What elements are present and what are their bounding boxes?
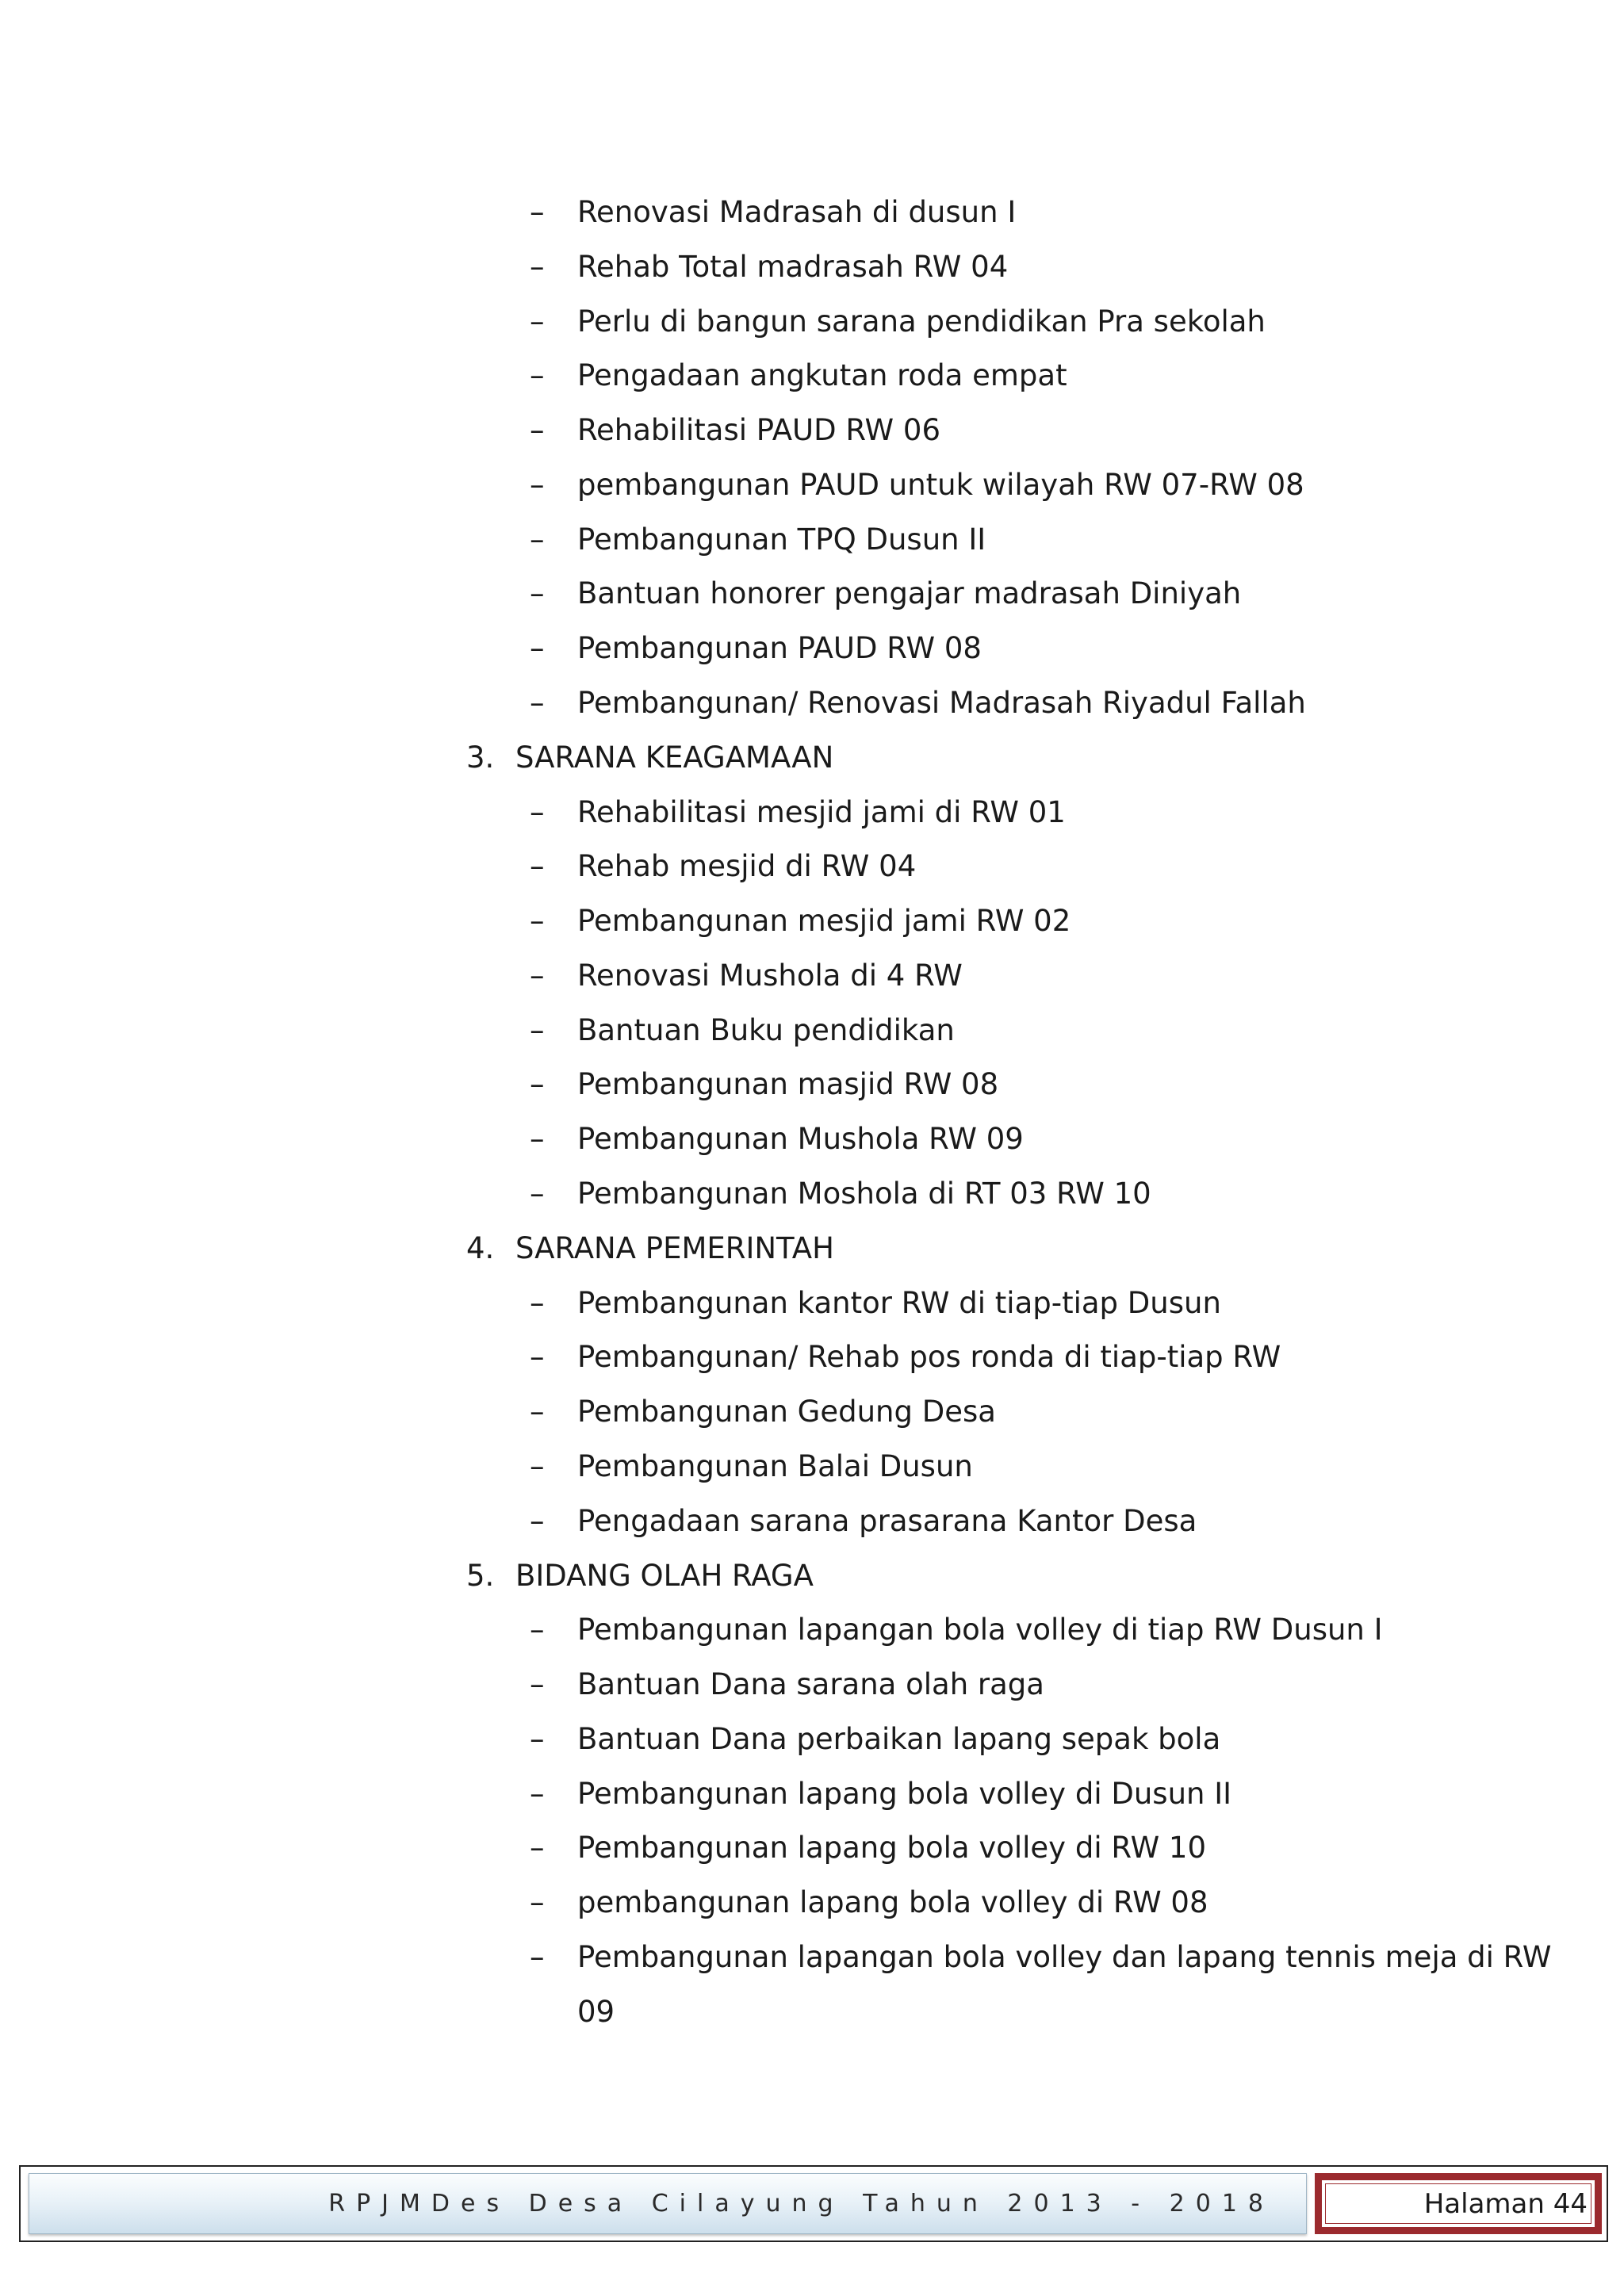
list-item-text: Bantuan Dana perbaikan lapang sepak bola	[577, 1721, 1221, 1756]
list-item-text: Renovasi Mushola di 4 RW	[577, 958, 963, 993]
bullet-dash: –	[530, 1448, 545, 1483]
page-number: Halaman 44	[1423, 2187, 1588, 2220]
footer-title-bar	[29, 2173, 1307, 2234]
list-item-text: Pembangunan/ Renovasi Madrasah Riyadul Fallah	[577, 686, 1306, 721]
bullet-dash: –	[530, 794, 545, 829]
list-item-text: Renovasi Madrasah di dusun I	[577, 195, 1017, 229]
list-item-text: Pembangunan Moshola di RT 03 RW 10	[577, 1177, 1151, 1211]
list-item-text: Rehabilitasi PAUD RW 06	[577, 413, 940, 448]
list-item-text: Pengadaan angkutan roda empat	[577, 358, 1067, 393]
bullet-dash: –	[530, 1067, 545, 1102]
list-item-text: Pembangunan lapang bola volley di Dusun II	[577, 1776, 1232, 1811]
bullet-dash: –	[530, 1340, 545, 1375]
list-item-text: 09	[577, 1994, 615, 2029]
bullet-dash: –	[530, 1939, 545, 1974]
list-item-text: Pembangunan masjid RW 08	[577, 1067, 999, 1102]
bullet-dash: –	[530, 1667, 545, 1702]
bullet-dash: –	[530, 413, 545, 448]
bullet-dash: –	[530, 358, 545, 393]
list-item-text: Rehabilitasi mesjid jami di RW 01	[577, 794, 1066, 829]
bullet-dash: –	[530, 1503, 545, 1538]
list-item-text: pembangunan lapang bola volley di RW 08	[577, 1885, 1208, 1920]
bullet-dash: –	[530, 1776, 545, 1811]
bullet-dash: –	[530, 958, 545, 993]
list-item-text: pembangunan PAUD untuk wilayah RW 07-RW 08	[577, 467, 1304, 502]
list-item-text: Pembangunan kantor RW di tiap-tiap Dusun	[577, 1285, 1221, 1320]
list-item-text: Rehab mesjid di RW 04	[577, 849, 917, 884]
bullet-dash: –	[530, 1012, 545, 1047]
section-number: 5.	[466, 1558, 495, 1593]
section-number: 4.	[466, 1230, 495, 1265]
list-item-text: Pembangunan Gedung Desa	[577, 1395, 996, 1429]
bullet-dash: –	[530, 195, 545, 229]
bullet-dash: –	[530, 522, 545, 557]
bullet-dash: –	[530, 849, 545, 884]
list-item-text: Bantuan Dana sarana olah raga	[577, 1667, 1044, 1702]
bullet-dash: –	[530, 467, 545, 502]
bullet-dash: –	[530, 1613, 545, 1647]
bullet-dash: –	[530, 1285, 545, 1320]
bullet-dash: –	[530, 1721, 545, 1756]
bullet-dash: –	[530, 1885, 545, 1920]
footer-document-title: RPJMDes Desa Cilayung Tahun 2013 - 2018	[328, 2190, 1274, 2218]
list-item-text: Pembangunan PAUD RW 08	[577, 631, 982, 666]
bullet-dash: –	[530, 1395, 545, 1429]
bullet-dash: –	[530, 576, 545, 611]
bullet-dash: –	[530, 631, 545, 666]
bullet-dash: –	[530, 1831, 545, 1866]
list-item-text: Pembangunan lapangan bola volley di tiap RW Dusun I	[577, 1613, 1383, 1647]
page-number-box	[1315, 2173, 1602, 2234]
list-item-text: Pengadaan sarana prasarana Kantor Desa	[577, 1503, 1197, 1538]
list-item-text: Pembangunan lapangan bola volley dan lapang tennis meja di RW	[577, 1939, 1552, 1974]
list-item-text: Rehab Total madrasah RW 04	[577, 249, 1009, 284]
bullet-dash: –	[530, 249, 545, 284]
list-item-text: Pembangunan Mushola RW 09	[577, 1122, 1024, 1157]
bullet-dash: –	[530, 904, 545, 939]
list-item-text: Pembangunan/ Rehab pos ronda di tiap-tiap RW	[577, 1340, 1281, 1375]
list-item-text: Pembangunan mesjid jami RW 02	[577, 904, 1071, 939]
bullet-dash: –	[530, 304, 545, 339]
list-item-text: Pembangunan lapang bola volley di RW 10	[577, 1831, 1207, 1866]
list-item-text: Pembangunan TPQ Dusun II	[577, 522, 986, 557]
bullet-dash: –	[530, 1122, 545, 1157]
section-title: BIDANG OLAH RAGA	[515, 1558, 814, 1593]
list-item-text: Perlu di bangun sarana pendidikan Pra sekolah	[577, 304, 1266, 339]
list-item-text: Bantuan honorer pengajar madrasah Diniyah	[577, 576, 1242, 611]
section-number: 3.	[466, 740, 495, 775]
section-title: SARANA KEAGAMAAN	[515, 740, 834, 775]
section-title: SARANA PEMERINTAH	[515, 1230, 834, 1265]
list-item-text: Pembangunan Balai Dusun	[577, 1448, 973, 1483]
bullet-dash: –	[530, 686, 545, 721]
bullet-dash: –	[530, 1177, 545, 1211]
list-item-text: Bantuan Buku pendidikan	[577, 1012, 955, 1047]
page-footer	[19, 2165, 1608, 2242]
